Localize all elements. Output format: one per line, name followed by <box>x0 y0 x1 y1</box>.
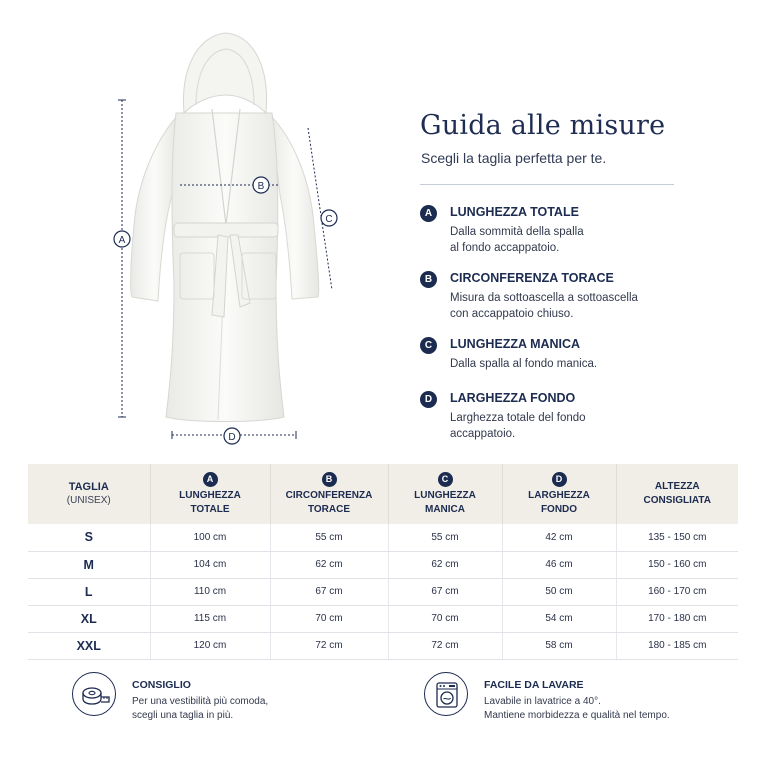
table-cell: 42 cm <box>502 524 616 551</box>
column-header-label: LUNGHEZZA <box>179 489 241 501</box>
washing-machine-icon <box>424 672 468 716</box>
legend-description <box>450 224 710 256</box>
marker-c-label: C <box>325 214 333 225</box>
table-row <box>28 551 738 578</box>
legend-title: LUNGHEZZA MANICA <box>450 337 581 351</box>
marker-d-label: D <box>228 432 236 443</box>
legend-description-line: Dalla sommità della spalla <box>450 226 584 238</box>
legend-description-line: Dalla spalla al fondo manica. <box>450 358 598 370</box>
legend-description-line: con accappatoio chiuso. <box>450 308 574 320</box>
table-cell: 62 cm <box>388 551 502 578</box>
measuring-tape-icon <box>72 672 116 716</box>
column-header-size <box>28 464 150 524</box>
table-cell: 70 cm <box>270 605 388 632</box>
column-header-label: TAGLIA <box>68 481 109 493</box>
legend-badge: C <box>420 337 437 354</box>
column-header-sublabel: (UNISEX) <box>66 495 111 506</box>
marker-d <box>224 428 240 444</box>
table-cell: 46 cm <box>502 551 616 578</box>
table-cell: 62 cm <box>270 551 388 578</box>
size-label-cell: L <box>28 578 150 605</box>
legend-badge: A <box>420 205 437 222</box>
size-label-cell: M <box>28 551 150 578</box>
column-header-height <box>616 464 738 524</box>
bathrobe-icon <box>100 25 350 445</box>
table-cell: 100 cm <box>150 524 270 551</box>
page-subtitle: Scegli la taglia perfetta per te. <box>421 150 607 166</box>
table-cell: 67 cm <box>270 578 388 605</box>
legend-description-line: Misura da sottoascella a sottoascella <box>450 292 638 304</box>
table-cell: 115 cm <box>150 605 270 632</box>
tip-wash-text <box>484 695 670 723</box>
table-row <box>28 632 738 659</box>
table-cell: 72 cm <box>388 632 502 659</box>
table-cell: 55 cm <box>388 524 502 551</box>
table-body <box>28 524 738 659</box>
column-header-total-length <box>150 464 270 524</box>
tip-advice-text <box>132 695 268 723</box>
column-header-label: ALTEZZA <box>654 481 700 492</box>
table-cell: 135 - 150 cm <box>616 524 738 551</box>
legend-title: LUNGHEZZA TOTALE <box>450 205 579 219</box>
legend-description <box>450 290 710 322</box>
tip-advice-title: CONSIGLIO <box>132 679 191 691</box>
marker-a <box>114 231 130 247</box>
tip-advice <box>72 672 372 732</box>
table-row <box>28 524 738 551</box>
legend-title: CIRCONFERENZA TORACE <box>450 271 614 285</box>
table-row <box>28 605 738 632</box>
legend-title: LARGHEZZA FONDO <box>450 391 576 405</box>
tip-advice-line: scegli una taglia in più. <box>132 710 234 721</box>
robe-illustration <box>100 25 350 445</box>
table-cell: 58 cm <box>502 632 616 659</box>
table-cell: 67 cm <box>388 578 502 605</box>
table-cell: 104 cm <box>150 551 270 578</box>
marker-b-label: B <box>257 181 265 192</box>
table-cell: 50 cm <box>502 578 616 605</box>
column-header-hem <box>502 464 616 524</box>
column-header-badge: A <box>203 472 218 487</box>
size-label-cell: XL <box>28 605 150 632</box>
column-header-badge: D <box>552 472 567 487</box>
table-cell: 110 cm <box>150 578 270 605</box>
table-cell: 70 cm <box>388 605 502 632</box>
column-header-badge: B <box>322 472 337 487</box>
table-cell: 150 - 160 cm <box>616 551 738 578</box>
column-header-label: TOTALE <box>190 503 230 515</box>
column-header-label: MANICA <box>425 503 465 515</box>
table-cell: 160 - 170 cm <box>616 578 738 605</box>
tip-wash <box>424 672 744 732</box>
table-header-row <box>28 464 738 524</box>
legend-description <box>450 356 710 372</box>
column-header-sleeve <box>388 464 502 524</box>
table-cell: 54 cm <box>502 605 616 632</box>
legend-description-line: accappatoio. <box>450 428 516 440</box>
table-cell: 55 cm <box>270 524 388 551</box>
tip-wash-line: Lavabile in lavatrice a 40°. <box>484 696 601 707</box>
column-header-chest <box>270 464 388 524</box>
column-header-label: TORACE <box>307 503 351 515</box>
legend-description-line: Larghezza totale del fondo <box>450 412 586 424</box>
size-label-cell: S <box>28 524 150 551</box>
column-header-label: CONSIGLIATA <box>643 495 711 506</box>
size-label-cell: XXL <box>28 632 150 659</box>
column-header-label: CIRCONFERENZA <box>285 489 373 501</box>
marker-c <box>321 210 337 226</box>
column-header-label: FONDO <box>540 503 578 515</box>
legend-badge: B <box>420 271 437 288</box>
marker-b <box>253 177 269 193</box>
table-row <box>28 578 738 605</box>
table-cell: 120 cm <box>150 632 270 659</box>
column-header-badge: C <box>438 472 453 487</box>
tip-wash-title: FACILE DA LAVARE <box>484 679 584 691</box>
legend-badge: D <box>420 391 437 408</box>
tip-advice-line: Per una vestibilità più comoda, <box>132 696 269 707</box>
table-cell: 180 - 185 cm <box>616 632 738 659</box>
column-header-label: LARGHEZZA <box>528 489 590 501</box>
legend-description-line: al fondo accappatoio. <box>450 242 560 254</box>
table-cell: 170 - 180 cm <box>616 605 738 632</box>
column-header-label: LUNGHEZZA <box>414 489 476 501</box>
legend-description <box>450 410 710 442</box>
tip-wash-line: Mantiene morbidezza e qualità nel tempo. <box>484 710 670 721</box>
table-cell: 72 cm <box>270 632 388 659</box>
marker-a-label: A <box>118 235 126 246</box>
page-title: Guida alle misure <box>420 110 666 141</box>
header-divider <box>420 184 674 185</box>
size-table <box>28 464 738 660</box>
